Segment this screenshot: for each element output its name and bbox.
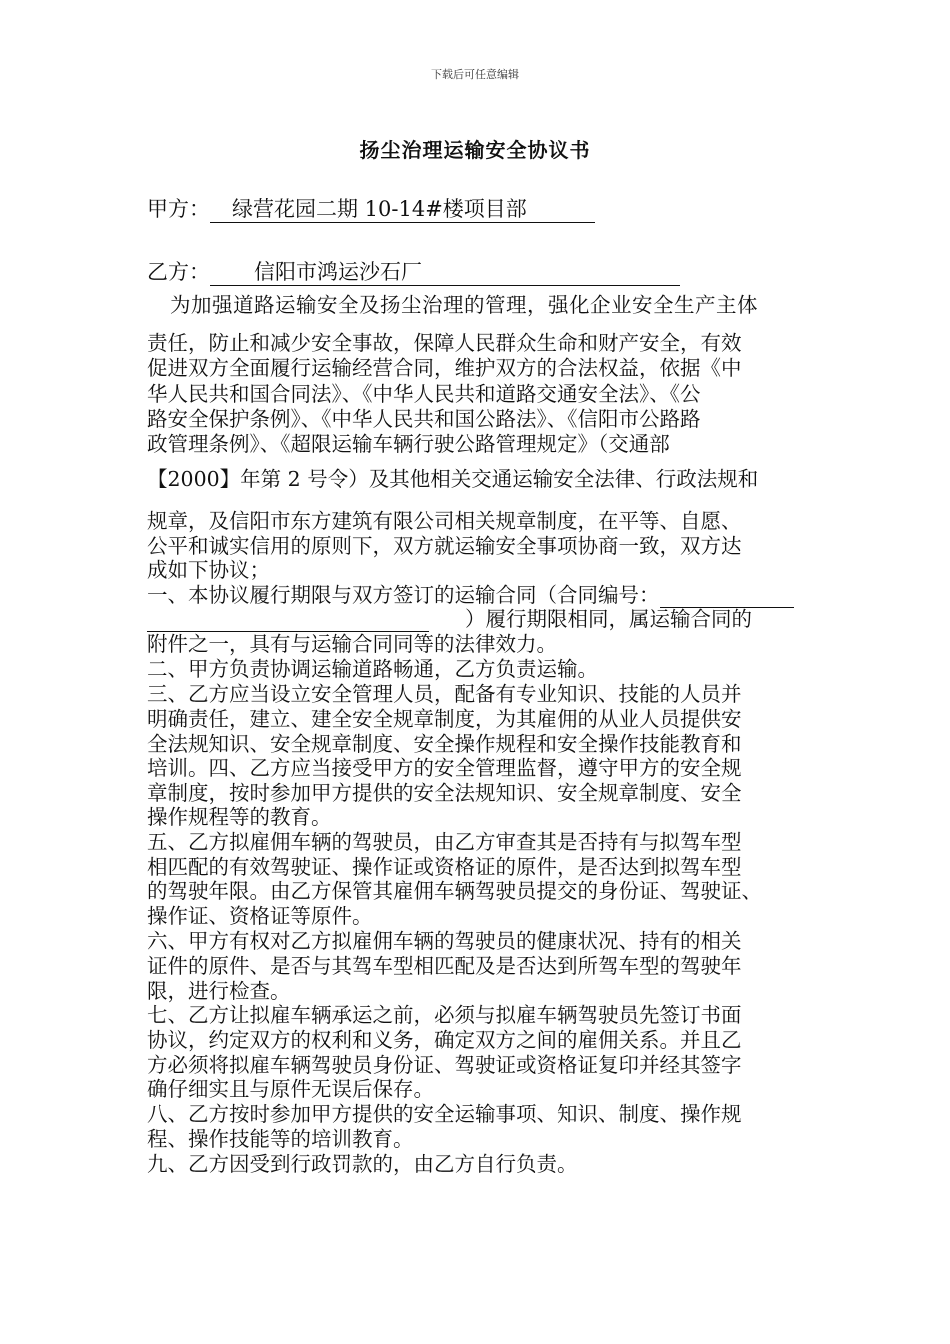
paragraph-line: 七、乙方让拟雇车辆承运之前，必须与拟雇车辆驾驶员先签订书面 <box>147 1003 742 1027</box>
paragraph-line: 确仔细实且与原件无误后保存。 <box>147 1077 434 1101</box>
contract-number-blank <box>147 609 429 632</box>
party-b-value-line <box>210 259 680 286</box>
clause-1-text: 一、本协议履行期限与双方签订的运输合同（合同编号： <box>147 583 660 607</box>
paragraph-line: 【2000】年第 2 号令）及其他相关交通运输安全法律、行政法规和 <box>147 467 759 491</box>
document-title: 扬尘治理运输安全协议书 <box>359 138 591 162</box>
paragraph-line: 二、甲方负责协调运输道路畅通，乙方负责运输。 <box>147 657 598 681</box>
party-a-value: 绿营花园二期 10-14#楼项目部 <box>232 197 527 221</box>
paragraph-line: 证件的原件、是否与其驾车型相匹配及是否达到所驾车型的驾驶年 <box>147 954 742 978</box>
paragraph-line: 的驾驶年限。由乙方保管其雇佣车辆驾驶员提交的身份证、驾驶证、 <box>147 879 762 903</box>
paragraph-line: 操作证、资格证等原件。 <box>147 904 373 928</box>
paragraph-line: 华人民共和国合同法》、《中华人民共和道路交通安全法》、《公 <box>147 382 701 406</box>
party-b-value: 信阳市鸿运沙石厂 <box>254 260 422 284</box>
paragraph-line: 方必须将拟雇车辆驾驶员身份证、驾驶证或资格证复印并经其签字 <box>147 1053 742 1077</box>
clause-1-line <box>147 582 807 608</box>
party-b-label: 乙方： <box>147 260 210 284</box>
clause-1-line <box>147 606 807 632</box>
paragraph-line: 为加强道路运输安全及扬尘治理的管理，强化企业安全生产主体 <box>170 293 758 317</box>
party-b <box>147 256 680 286</box>
paragraph-line: 相匹配的有效驾驶证、操作证或资格证的原件，是否达到拟驾车型 <box>147 855 742 879</box>
paragraph-line: 协议，约定双方的权利和义务，确定双方之间的雇佣关系。并且乙 <box>147 1028 742 1052</box>
paragraph-line: 责任，防止和减少安全事故，保障人民群众生命和财产安全，有效 <box>147 331 742 355</box>
party-a-value-line <box>210 196 595 223</box>
paragraph-line: 九、乙方因受到行政罚款的，由乙方自行负责。 <box>147 1152 578 1176</box>
paragraph-line: 路安全保护条例》、《中华人民共和国公路法》、《信阳市公路路 <box>147 407 701 431</box>
paragraph-line: 章制度，按时参加甲方提供的安全法规知识、安全规章制度、安全 <box>147 781 742 805</box>
header-note: 下载后可任意编辑 <box>431 68 519 81</box>
party-a-label: 甲方： <box>147 197 210 221</box>
paragraph-line: 促进双方全面履行运输经营合同，维护双方的合法权益，依据《中 <box>147 356 742 380</box>
contract-number-blank <box>660 585 794 608</box>
party-a <box>147 193 595 223</box>
paragraph-line: 成如下协议； <box>147 558 270 582</box>
paragraph-line: 规章，及信阳市东方建筑有限公司相关规章制度，在平等、自愿、 <box>147 509 742 533</box>
paragraph-line: 三、乙方应当设立安全管理人员，配备有专业知识、技能的人员并 <box>147 682 742 706</box>
paragraph-line: 限，进行检查。 <box>147 979 291 1003</box>
paragraph-line: 六、甲方有权对乙方拟雇佣车辆的驾驶员的健康状况、持有的相关 <box>147 929 742 953</box>
paragraph-line: 八、乙方按时参加甲方提供的安全运输事项、知识、制度、操作规 <box>147 1102 742 1126</box>
clause-1-text: ）履行期限相同，属运输合同的 <box>465 607 752 631</box>
paragraph-line: 培训。四、乙方应当接受甲方的安全管理监督，遵守甲方的安全规 <box>147 756 742 780</box>
paragraph-line: 公平和诚实信用的原则下，双方就运输安全事项协商一致，双方达 <box>147 534 742 558</box>
paragraph-line: 明确责任，建立、建全安全规章制度，为其雇佣的从业人员提供安 <box>147 707 742 731</box>
paragraph-line: 操作规程等的教育。 <box>147 805 332 829</box>
paragraph-line: 全法规知识、安全规章制度、安全操作规程和安全操作技能教育和 <box>147 732 742 756</box>
paragraph-line: 附件之一，具有与运输合同同等的法律效力。 <box>147 632 557 656</box>
paragraph-line: 五、乙方拟雇佣车辆的驾驶员，由乙方审查其是否持有与拟驾车型 <box>147 830 742 854</box>
paragraph-line: 政管理条例》、《超限运输车辆行驶公路管理规定》（交通部 <box>147 432 670 456</box>
paragraph-line: 程、操作技能等的培训教育。 <box>147 1127 414 1151</box>
